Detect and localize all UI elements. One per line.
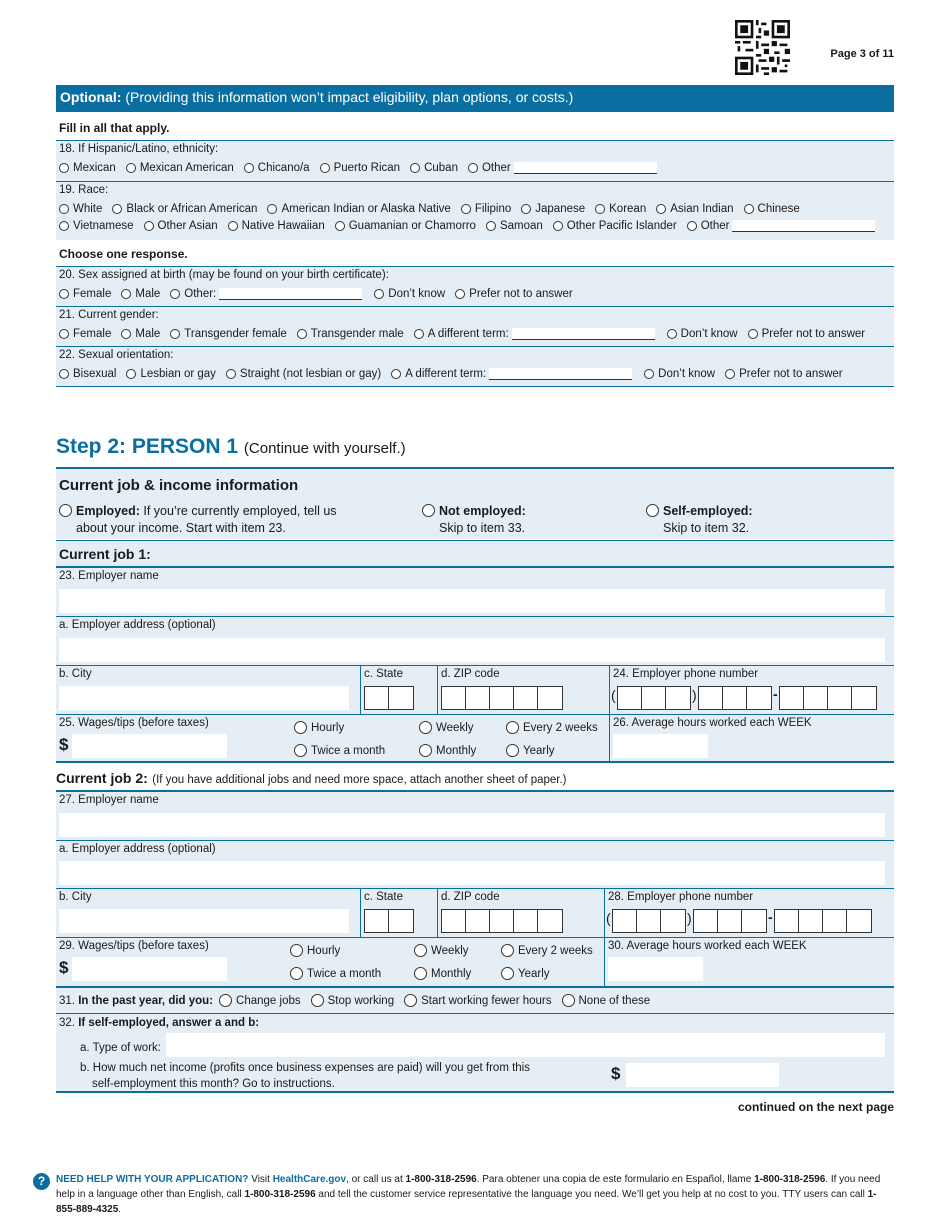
job1-zip-input[interactable] [441, 686, 563, 710]
q22-option[interactable]: Bisexual [59, 368, 116, 380]
q19-option[interactable]: Other Pacific Islander [553, 220, 677, 232]
job1-state-cell: c. State [360, 665, 437, 714]
q19-row: 19. Race: White Black or African American American Indian or Alaska Native Filipino Japanese Korean Asian Indian Chinese Vietnamese Other Asian Native Hawaiian Guamanian or Chamorro Samoan Other Pacific Islander Other [56, 181, 894, 240]
q19-option[interactable]: American Indian or Alaska Native [267, 203, 450, 215]
q22-row: 22. Sexual orientation: Bisexual Lesbian or gay Straight (not lesbian or gay) A different term: Don’t know Prefer not to answer [56, 346, 894, 387]
q22-option[interactable]: Straight (not lesbian or gay) [226, 368, 381, 380]
q19-option[interactable]: Samoan [486, 220, 543, 232]
job2-phone-line[interactable] [774, 909, 872, 933]
job1-employer-input[interactable] [59, 589, 885, 613]
job1-freq-weekly[interactable]: Weekly [419, 721, 474, 734]
optional-banner: Optional: (Providing this information won’t impact eligibility, plan options, or costs.) [56, 85, 894, 112]
q21-option[interactable]: Prefer not to answer [748, 328, 866, 340]
job1-freq-twice[interactable]: Twice a month [294, 744, 385, 757]
q19-option[interactable]: Black or African American [112, 203, 257, 215]
q21-row: 21. Current gender: Female Male Transgender female Transgender male A different term: Don’t know Prefer not to answer [56, 306, 894, 346]
job1-phone-cell: 24. Employer phone number ( ) - [609, 665, 894, 714]
q21-option[interactable]: Transgender male [297, 328, 404, 340]
healthcare-link[interactable]: HealthCare.gov [272, 1174, 347, 1185]
q19-option[interactable]: Other [687, 220, 730, 232]
q18-option[interactable]: Mexican American [126, 162, 234, 174]
q21-option[interactable]: Don’t know [667, 328, 738, 340]
q19-option[interactable]: Asian Indian [656, 203, 733, 215]
job1-city-cell: b. City [56, 665, 360, 714]
q20-option[interactable]: Prefer not to answer [455, 288, 573, 300]
q18-option[interactable]: Cuban [410, 162, 458, 174]
q19-option[interactable]: Native Hawaiian [228, 220, 325, 232]
job2-hours-cell: 30. Average hours worked each WEEK [604, 937, 894, 986]
job2-freq-every2[interactable]: Every 2 weeks [501, 944, 593, 957]
q19-option[interactable]: Other Asian [144, 220, 218, 232]
continued-note: continued on the next page [737, 1100, 894, 1114]
help-icon: ? [33, 1173, 50, 1190]
job2-employer-row: 27. Employer name [56, 790, 894, 840]
job2-state-cell: c. State [360, 888, 437, 937]
q18-other-input[interactable] [514, 162, 657, 174]
step2-title: Step 2: PERSON 1 (Continue with yourself.) [56, 435, 406, 458]
job2-zip-cell: d. ZIP code [437, 888, 604, 937]
q32-row: 32. If self-employed, answer a and b: a. Type of work: b. How much net income (profits once business expenses are paid) will you get from this self-employment this month? Go to instructions. $ [56, 1013, 894, 1093]
q20-other-input[interactable] [219, 288, 362, 300]
q20-option[interactable]: Other: [170, 288, 216, 300]
q18-option[interactable]: Chicano/a [244, 162, 310, 174]
employed-option[interactable]: Employed: If you’re currently employed, tell us about your income. Start with item 23. [59, 503, 337, 537]
job2-phone-area[interactable] [612, 909, 686, 933]
job2-freq-twice[interactable]: Twice a month [290, 967, 381, 980]
q31-option[interactable]: Start working fewer hours [404, 994, 551, 1007]
q19-option[interactable]: White [59, 203, 102, 215]
fill-all-heading: Fill in all that apply. [59, 121, 170, 135]
job2-freq-monthly[interactable]: Monthly [414, 967, 471, 980]
q18-option[interactable]: Mexican [59, 162, 116, 174]
q22-option[interactable]: Lesbian or gay [126, 368, 215, 380]
job1-freq-every2[interactable]: Every 2 weeks [506, 721, 598, 734]
income-info-section [56, 467, 894, 539]
q21-option[interactable]: Transgender female [170, 328, 287, 340]
q32-net-income-input[interactable] [626, 1063, 779, 1087]
job1-city-input[interactable] [59, 686, 349, 710]
not-employed-option[interactable]: Not employed: Skip to item 33. [422, 503, 526, 537]
job2-freq-hourly[interactable]: Hourly [290, 944, 340, 957]
q19-option[interactable]: Japanese [521, 203, 585, 215]
q22-option[interactable]: A different term: [391, 368, 486, 380]
job1-hours-cell: 26. Average hours worked each WEEK [609, 714, 894, 763]
q18-row: 18. If Hispanic/Latino, ethnicity: Mexican Mexican American Chicano/a Puerto Rican Cuban Other [56, 140, 894, 181]
q31-option[interactable]: None of these [562, 994, 651, 1007]
job2-phone-cell: 28. Employer phone number ( ) - [604, 888, 894, 937]
job1-zip-cell: d. ZIP code [437, 665, 609, 714]
job2-city-cell: b. City [56, 888, 360, 937]
job1-header: Current job 1: [56, 540, 894, 566]
job1-phone-area[interactable] [617, 686, 691, 710]
job2-wages-input[interactable] [72, 957, 227, 981]
job1-phone-line[interactable] [779, 686, 877, 710]
job1-freq-yearly[interactable]: Yearly [506, 744, 555, 757]
q31-row: 31. In the past year, did you: Change jobs Stop working Start working fewer hours None of these [56, 986, 894, 1013]
job1-freq-hourly[interactable]: Hourly [294, 721, 344, 734]
job1-address-input[interactable] [59, 638, 885, 662]
job1-wages-input[interactable] [72, 734, 227, 758]
job1-employer-row: 23. Employer name [56, 566, 894, 616]
job1-wages-cell: 25. Wages/tips (before taxes) $ Hourly Weekly Every 2 weeks Twice a month Monthly Yearly [56, 714, 609, 763]
q19-option[interactable]: Chinese [744, 203, 800, 215]
q19-option[interactable]: Korean [595, 203, 646, 215]
job2-employer-input[interactable] [59, 813, 885, 837]
q20-row: 20. Sex assigned at birth (may be found on your birth certificate): Female Male Other: Don’t know Prefer not to answer [56, 266, 894, 306]
q19-option[interactable]: Guamanian or Chamorro [335, 220, 476, 232]
job2-address-row: a. Employer address (optional) [56, 840, 894, 888]
q22-term-input[interactable] [489, 368, 632, 380]
job1-phone-prefix[interactable] [698, 686, 772, 710]
q20-option[interactable]: Female [59, 288, 111, 300]
q20-option[interactable]: Male [121, 288, 160, 300]
job1-hours-input[interactable] [613, 734, 708, 758]
page-number: Page 3 of 11 [830, 48, 894, 60]
q19-option[interactable]: Vietnamese [59, 220, 134, 232]
job2-zip-input[interactable] [441, 909, 563, 933]
income-title: Current job & income information [59, 477, 299, 494]
job2-freq-weekly[interactable]: Weekly [414, 944, 469, 957]
q31-option[interactable]: Change jobs [219, 994, 301, 1007]
job1-freq-monthly[interactable]: Monthly [419, 744, 476, 757]
job2-phone-prefix[interactable] [693, 909, 767, 933]
footer-help-text: NEED HELP WITH YOUR APPLICATION? Visit HealthCare.gov, or call us at 1-800-318-2596. Para obtener una copia de este formulario en Español, llame 1-800-318-2596. If you need help in a language other than English, call 1-800-318-2596 and tell the customer service representative the language you need. We’ll get you help at no cost to you. TTY users can call 1-855-889-4325. [56, 1174, 881, 1215]
job1-state-input[interactable] [364, 686, 414, 710]
q18-option[interactable]: Puerto Rican [320, 162, 400, 174]
q19-other-input[interactable] [732, 220, 875, 232]
q18-option[interactable]: Other [468, 162, 511, 174]
job2-state-input[interactable] [364, 909, 414, 933]
qr-code [735, 20, 790, 75]
job1-address-row: a. Employer address (optional) [56, 616, 894, 665]
self-employed-option[interactable]: Self-employed: Skip to item 32. [646, 503, 753, 537]
q19-option[interactable]: Filipino [461, 203, 511, 215]
job2-wages-cell: 29. Wages/tips (before taxes) $ Hourly Weekly Every 2 weeks Twice a month Monthly Yearly [56, 937, 604, 986]
job2-header: Current job 2: (If you have additional jobs and need more space, attach another sheet of paper.) [56, 770, 567, 786]
q21-option[interactable]: Female [59, 328, 111, 340]
q22-option[interactable]: Prefer not to answer [725, 368, 843, 380]
q31-option[interactable]: Stop working [311, 994, 394, 1007]
q21-option[interactable]: Male [121, 328, 160, 340]
job2-city-input[interactable] [59, 909, 349, 933]
q22-option[interactable]: Don’t know [644, 368, 715, 380]
job2-hours-input[interactable] [608, 957, 703, 981]
job2-address-input[interactable] [59, 861, 885, 885]
q32-type-of-work-input[interactable] [166, 1033, 885, 1057]
q20-option[interactable]: Don’t know [374, 288, 445, 300]
q21-term-input[interactable] [512, 328, 655, 340]
q21-option[interactable]: A different term: [414, 328, 509, 340]
job2-freq-yearly[interactable]: Yearly [501, 967, 550, 980]
choose-one-heading: Choose one response. [59, 247, 188, 261]
